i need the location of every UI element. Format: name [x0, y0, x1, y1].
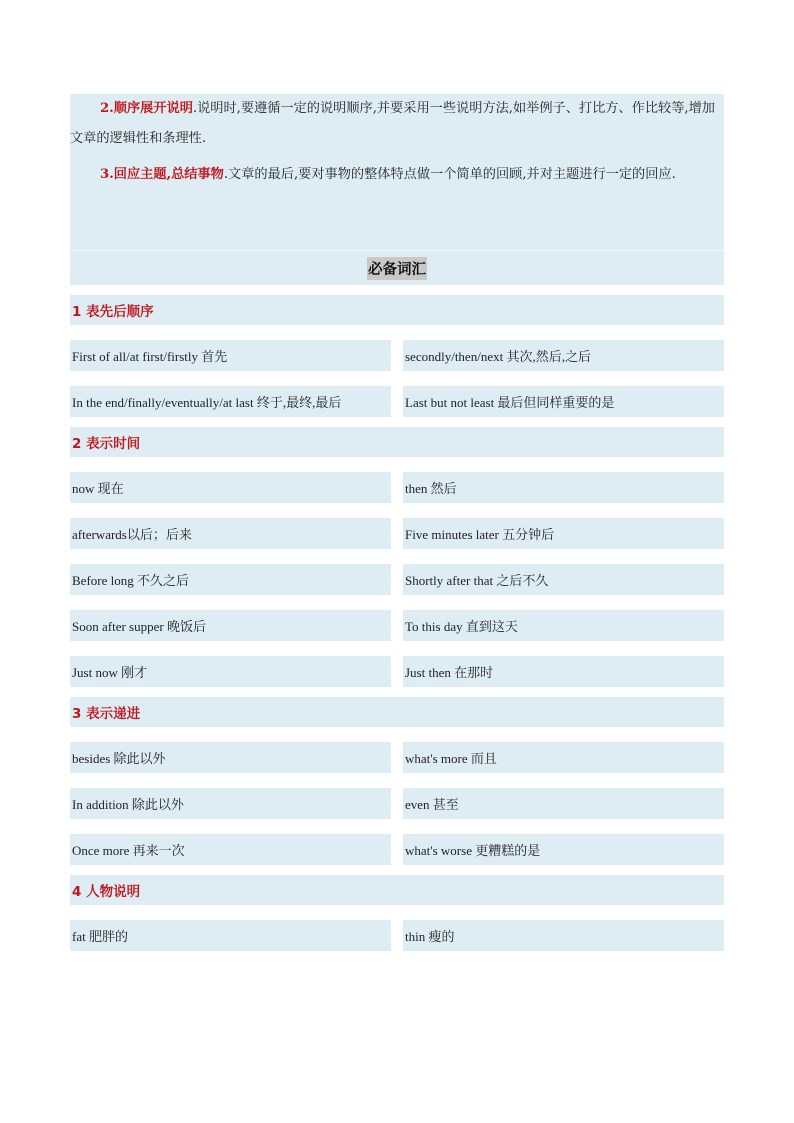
vocab-cell: To this day 直到这天 [403, 610, 724, 641]
section-title: 4 人物说明 [70, 875, 724, 905]
vocab-row [70, 834, 724, 865]
intro-order-text: .说明时,要遵循一定的说明顺序,并要采用一些说明方法,如举例子、打比方、作比较等,增加文章的逻辑性和条理性. [70, 101, 715, 146]
vocab-cell: besides 除此以外 [70, 742, 391, 773]
vocab-heading [70, 250, 724, 285]
intro-block [70, 94, 724, 250]
vocab-cell: First of all/at first/firstly 首先 [70, 340, 391, 371]
vocab-cell: Before long 不久之后 [70, 564, 391, 595]
vocab-cell: even 甚至 [403, 788, 724, 819]
vocab-cell: Just now 刚才 [70, 656, 391, 687]
vocab-row [70, 742, 724, 773]
intro-paragraph-summary [70, 160, 724, 190]
vocab-cell: secondly/then/next 其次,然后,之后 [403, 340, 724, 371]
intro-paragraph-order [70, 94, 724, 154]
intro-summary-text: .文章的最后,要对事物的整体特点做一个简单的回顾,并对主题进行一定的回应. [223, 167, 676, 182]
vocab-row [70, 386, 724, 417]
vocab-cell: In addition 除此以外 [70, 788, 391, 819]
intro-summary-title: 3.回应主题,总结事物 [100, 167, 224, 182]
vocab-row [70, 788, 724, 819]
vocab-cell: what's more 而且 [403, 742, 724, 773]
vocab-cell: then 然后 [403, 472, 724, 503]
vocab-cell: afterwards以后；后来 [70, 518, 391, 549]
vocab-row [70, 920, 724, 951]
vocab-cell: what's worse 更糟糕的是 [403, 834, 724, 865]
vocab-row [70, 656, 724, 687]
vocab-cell: now 现在 [70, 472, 391, 503]
section-title: 3 表示递进 [70, 697, 724, 727]
intro-order-title: 2.顺序展开说明 [100, 101, 193, 116]
section-title: 2 表示时间 [70, 427, 724, 457]
vocab-cell: thin 瘦的 [403, 920, 724, 951]
vocab-row [70, 610, 724, 641]
vocab-cell: Last but not least 最后但同样重要的是 [403, 386, 724, 417]
vocab-row [70, 564, 724, 595]
vocab-row [70, 518, 724, 549]
vocab-cell: fat 肥胖的 [70, 920, 391, 951]
vocab-cell: Just then 在那时 [403, 656, 724, 687]
vocab-row [70, 472, 724, 503]
vocab-cell: Shortly after that 之后不久 [403, 564, 724, 595]
document-page [70, 94, 724, 951]
vocab-cell: Five minutes later 五分钟后 [403, 518, 724, 549]
vocab-cell: In the end/finally/eventually/at last 终于,最终,最后 [70, 386, 391, 417]
vocab-cell: Soon after supper 晚饭后 [70, 610, 391, 641]
vocab-heading-text: 必备词汇 [367, 257, 427, 280]
vocab-cell: Once more 再来一次 [70, 834, 391, 865]
intro-spacer [70, 190, 724, 250]
section-title: 1 表先后顺序 [70, 295, 724, 325]
vocab-row [70, 340, 724, 371]
